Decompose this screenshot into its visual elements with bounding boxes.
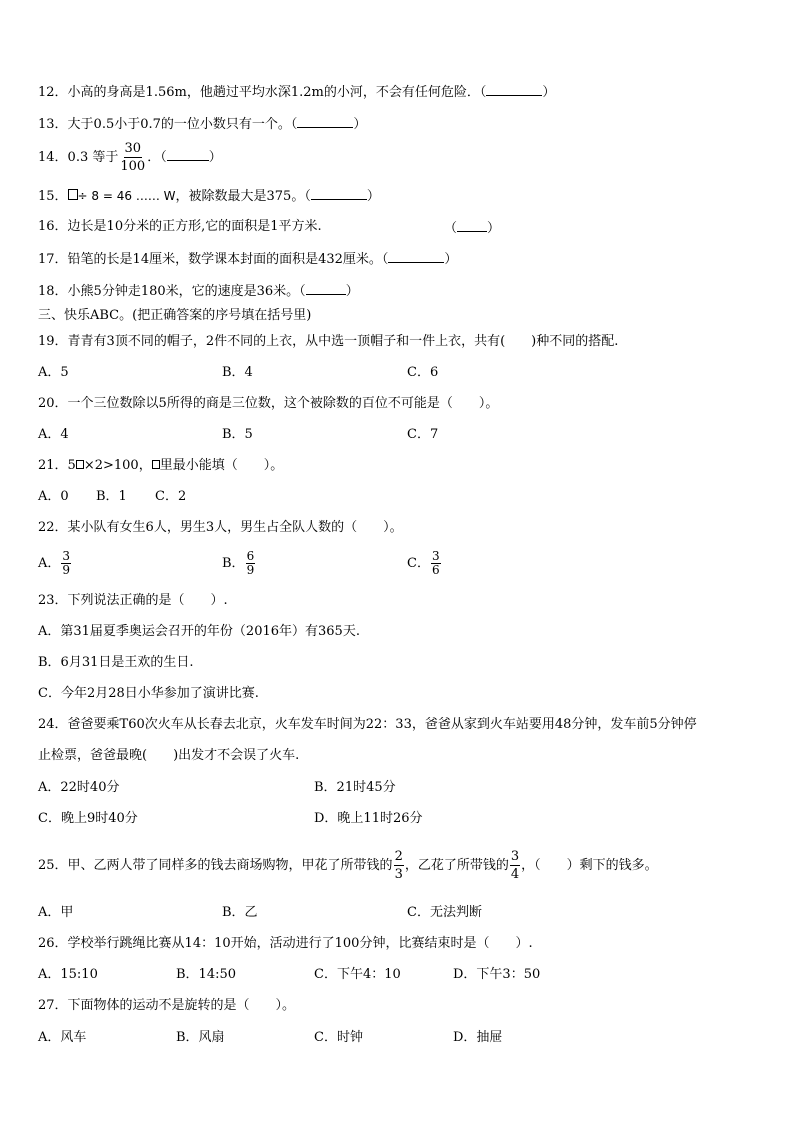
fraction: $\frac{3}{4}$: [510, 849, 520, 882]
option-a[interactable]: A． $\frac{3}{9}$: [38, 549, 71, 577]
option-b[interactable]: B．5: [222, 427, 253, 442]
question-number: 19．: [38, 334, 68, 349]
empty-box-icon: [152, 460, 160, 469]
fraction: $\frac{2}{3}$: [394, 849, 403, 882]
option-b[interactable]: B．风扇: [176, 1030, 225, 1045]
question-text: 青青有3顶不同的帽子，2件不同的上衣，从中选一顶帽子和一件上衣，共有( )种不同的搭配.: [67, 334, 619, 349]
question-14: 14．0.3 等于 $\frac{30}{100}$ ．（ ）: [38, 141, 222, 174]
question-number: 15．: [38, 189, 68, 204]
question-12: 12．小高的身高是1.56m，他趟过平均水深1.2m的小河，不会有任何危险．（ ）: [38, 85, 556, 100]
option-d[interactable]: D．下午3：50: [453, 967, 541, 982]
answer-blank[interactable]: [486, 83, 542, 96]
empty-box-icon: [68, 189, 78, 200]
question-text: 爸爸要乘T60次火车从长春去北京，火车发车时间为22：33，爸爸从家到火车站要用48分钟，发车前5分钟停: [67, 717, 697, 732]
question-15: 15． ÷ 8 = 46 …… W，被除数最大是375。（ ）: [38, 189, 380, 204]
question-26: [38, 936, 533, 952]
question-number: 21．: [38, 458, 68, 473]
question-number: 24．: [38, 717, 68, 732]
option-a[interactable]: A．15:10: [38, 967, 98, 982]
question-17: 17．铅笔的长是14厘米，数学课本封面的面积是432厘米。（ ）: [38, 252, 458, 267]
question-13: 13．大于0.5小于0.7的一位小数只有一个。（ ）: [38, 117, 367, 132]
section-title: 三、快乐ABC。(把正确答案的序号填在括号里): [38, 308, 312, 323]
answer-blank[interactable]: [311, 187, 367, 200]
question-number: 23．: [38, 593, 68, 608]
question-text: 某小队有女生6人，男生3人，男生占全队人数的（ ）。: [67, 520, 403, 535]
question-text: 小熊5分钟走180米，它的速度是36米。（: [67, 284, 306, 299]
option-b[interactable]: B．6月31日是王欢的生日.: [38, 655, 194, 670]
option-a[interactable]: A．甲: [38, 905, 74, 920]
option-c[interactable]: C．7: [407, 427, 439, 442]
question-number: 25．: [38, 858, 68, 873]
question-number: 13．: [38, 117, 68, 132]
question-20: [38, 396, 498, 412]
question-number: 20．: [38, 396, 68, 411]
option-c[interactable]: C．今年2月28日小华参加了演讲比赛.: [38, 686, 259, 701]
option-a[interactable]: A．0: [38, 489, 69, 504]
question-text: 铅笔的长是14厘米，数学课本封面的面积是432厘米。（: [67, 252, 389, 267]
fraction: $\frac{3}{6}$: [431, 549, 440, 577]
question-24: [38, 717, 697, 733]
fraction: $\frac{6}{9}$: [246, 549, 255, 577]
question-25: 25．甲、乙两人带了同样多的钱去商场购物，甲花了所带钱的 $\frac{2}{3}$ ，乙花了所带钱的 $\frac{3}{4}$ ，（ ）剩下的钱多。: [38, 849, 658, 882]
option-c[interactable]: C． $\frac{3}{6}$: [407, 549, 440, 577]
option-c[interactable]: C．晚上9时40分: [38, 811, 138, 826]
question-number: 22．: [38, 520, 68, 535]
option-a[interactable]: A．第31届夏季奥运会召开的年份（2016年）有365天.: [38, 624, 360, 639]
option-c[interactable]: C．下午4：10: [314, 967, 401, 982]
question-text: 边长是10分米的正方形,它的面积是1平方米.: [67, 219, 322, 234]
option-b[interactable]: B．乙: [222, 905, 258, 920]
question-text: 0.3 等于: [67, 150, 119, 165]
answer-blank[interactable]: [457, 219, 487, 232]
question-number: 12．: [38, 85, 68, 100]
option-a[interactable]: A．风车: [38, 1030, 87, 1045]
option-c[interactable]: C．2: [155, 489, 187, 504]
question-text: 止检票，爸爸最晚( )出发才不会误了火车.: [38, 748, 300, 763]
question-text: ，被除数最大是375。（: [175, 189, 311, 204]
option-d[interactable]: D．抽屉: [453, 1030, 503, 1045]
section-heading: [38, 308, 311, 324]
question-number: 14．: [38, 150, 68, 165]
option-b[interactable]: B． $\frac{6}{9}$: [222, 549, 255, 577]
option-b[interactable]: B．14:50: [176, 967, 237, 982]
question-number: 16．: [38, 219, 68, 234]
question-text: 小高的身高是1.56m，他趟过平均水深1.2m的小河，不会有任何危险．（: [67, 85, 487, 100]
question-21: 21．5 ×2>100， 里最小能填（ ）。: [38, 458, 284, 473]
question-23: [38, 593, 228, 609]
question-19: [38, 334, 618, 350]
question-text: 一个三位数除以5所得的商是三位数，这个被除数的百位不可能是（ ）。: [67, 396, 499, 411]
option-d[interactable]: D．晚上11时26分: [314, 811, 423, 826]
option-c[interactable]: C．无法判断: [407, 905, 482, 920]
question-number: 27．: [38, 998, 68, 1013]
question-text: 下面物体的运动不是旋转的是（ ）。: [67, 998, 296, 1013]
question-27: [38, 998, 295, 1014]
option-b[interactable]: B．4: [222, 365, 253, 380]
option-b[interactable]: B．1: [96, 489, 127, 504]
question-24-cont: [38, 748, 299, 764]
question-16-answer: （ ）: [444, 221, 501, 236]
question-22: [38, 520, 403, 536]
option-c[interactable]: C．时钟: [314, 1030, 363, 1045]
question-text: 甲、乙两人带了同样多的钱去商场购物，甲花了所带钱的: [67, 858, 393, 873]
question-number: 17．: [38, 252, 68, 267]
option-a[interactable]: A．22时40分: [38, 780, 120, 795]
option-b[interactable]: B．21时45分: [314, 780, 396, 795]
question-text: 大于0.5小于0.7的一位小数只有一个。（: [67, 117, 298, 132]
answer-blank[interactable]: [388, 250, 444, 263]
option-a[interactable]: A．4: [38, 427, 69, 442]
fraction: $\frac{30}{100}$: [120, 141, 146, 174]
fraction: $\frac{3}{9}$: [62, 549, 71, 577]
empty-box-icon: [76, 460, 84, 469]
option-c[interactable]: C．6: [407, 365, 439, 380]
question-expression: ÷ 8 = 46 …… W: [77, 189, 176, 203]
question-number: 26．: [38, 936, 68, 951]
option-a[interactable]: A．5: [38, 365, 69, 380]
answer-blank[interactable]: [306, 282, 346, 295]
question-text: 下列说法正确的是（ ）.: [67, 593, 228, 608]
answer-blank[interactable]: [167, 148, 209, 161]
question-text: 里最小能填（ ）。: [159, 458, 284, 473]
answer-blank[interactable]: [297, 115, 353, 128]
question-16: [38, 219, 322, 235]
question-18: 18．小熊5分钟走180米，它的速度是36米。（ ）: [38, 284, 359, 299]
question-text: 学校举行跳绳比赛从14：10开始，活动进行了100分钟，比赛结束时是（ ）.: [67, 936, 533, 951]
question-number: 18．: [38, 284, 68, 299]
